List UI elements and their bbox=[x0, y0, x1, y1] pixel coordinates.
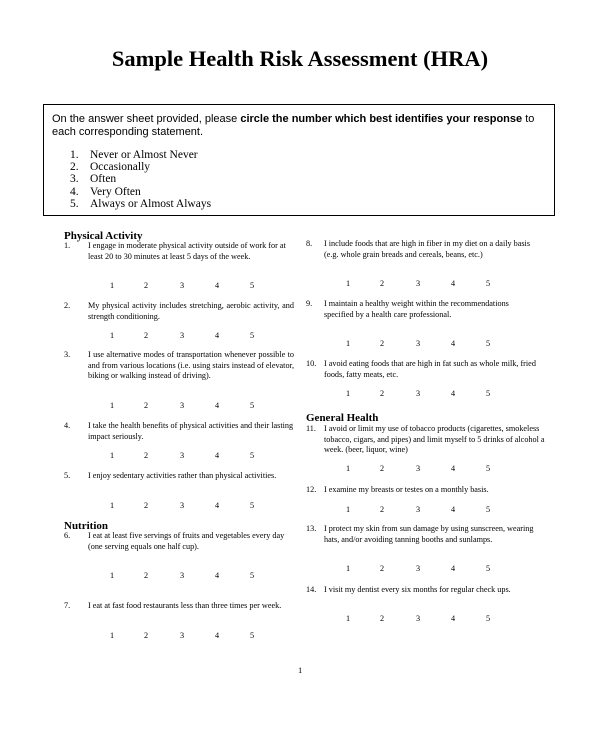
question-text: I use alternative modes of transportation whenever possible to and from various locations (i.e. using stairs instead of elevator, biking or walking instead of driving). bbox=[88, 350, 294, 380]
instructions-after: to each corresponding statement. bbox=[52, 113, 535, 138]
rating-option[interactable]: 2 bbox=[380, 564, 385, 573]
question-number: 9. bbox=[306, 299, 313, 308]
rating-option[interactable]: 2 bbox=[144, 401, 149, 410]
rating-option[interactable]: 4 bbox=[451, 279, 456, 288]
rating-scale bbox=[110, 501, 255, 511]
option-label: Always or Almost Always bbox=[90, 197, 212, 210]
instructions-box bbox=[43, 104, 555, 216]
question-number: 1. bbox=[64, 241, 71, 250]
question-number: 4. bbox=[64, 421, 71, 430]
instructions-emphasis: circle the number which best identifies your response bbox=[240, 113, 523, 125]
rating-scale bbox=[110, 401, 255, 411]
rating-option[interactable]: 5 bbox=[486, 339, 491, 348]
rating-option[interactable]: 5 bbox=[486, 279, 491, 288]
rating-option[interactable]: 3 bbox=[180, 331, 185, 340]
section-heading-nutrition: Nutrition bbox=[64, 520, 108, 532]
option-row bbox=[70, 149, 211, 161]
rating-option[interactable]: 4 bbox=[215, 631, 220, 640]
rating-option[interactable]: 4 bbox=[451, 389, 456, 398]
rating-option[interactable]: 1 bbox=[346, 614, 351, 623]
rating-option[interactable]: 2 bbox=[380, 614, 385, 623]
question-number: 3. bbox=[64, 350, 71, 359]
question-number: 12. bbox=[306, 485, 317, 494]
rating-option[interactable]: 2 bbox=[144, 631, 149, 640]
page-title: Sample Health Risk Assessment (HRA) bbox=[111, 46, 489, 71]
option-label: Occasionally bbox=[90, 161, 151, 174]
question-number: 2. bbox=[64, 301, 71, 310]
rating-option[interactable]: 1 bbox=[110, 501, 115, 510]
option-number: 2. bbox=[70, 161, 79, 174]
option-number: 5. bbox=[70, 197, 79, 210]
rating-option[interactable]: 4 bbox=[215, 401, 220, 410]
rating-option[interactable]: 5 bbox=[250, 281, 255, 290]
rating-option[interactable]: 1 bbox=[110, 451, 115, 460]
rating-option[interactable]: 4 bbox=[451, 564, 456, 573]
rating-option[interactable]: 4 bbox=[451, 614, 456, 623]
rating-option[interactable]: 1 bbox=[110, 571, 115, 580]
rating-option[interactable]: 4 bbox=[451, 464, 456, 473]
option-label: Very Often bbox=[90, 185, 141, 198]
response-options bbox=[70, 149, 211, 210]
rating-scale bbox=[110, 451, 255, 461]
question-text: I protect my skin from sun damage by using sunscreen, wearing hats, and/or avoiding tanning booths and sunlamps. bbox=[324, 524, 534, 544]
question-number: 13. bbox=[306, 524, 317, 533]
option-row bbox=[70, 173, 211, 185]
question-text: I visit my dentist every six months for regular check ups. bbox=[324, 585, 511, 594]
rating-option[interactable]: 5 bbox=[250, 631, 255, 640]
rating-scale bbox=[110, 331, 255, 341]
option-number: 4. bbox=[70, 185, 79, 198]
option-label: Often bbox=[90, 173, 117, 186]
rating-option[interactable]: 4 bbox=[215, 331, 220, 340]
option-row bbox=[70, 161, 211, 173]
rating-option[interactable]: 3 bbox=[416, 389, 421, 398]
rating-option[interactable]: 3 bbox=[180, 631, 185, 640]
rating-option[interactable]: 2 bbox=[380, 279, 385, 288]
rating-option[interactable]: 2 bbox=[144, 281, 149, 290]
question-number: 8. bbox=[306, 239, 313, 248]
rating-option[interactable]: 1 bbox=[110, 631, 115, 640]
rating-scale bbox=[110, 631, 255, 641]
option-row bbox=[70, 198, 211, 210]
rating-option[interactable]: 3 bbox=[180, 501, 185, 510]
rating-option[interactable]: 1 bbox=[110, 401, 115, 410]
rating-option[interactable]: 1 bbox=[110, 281, 115, 290]
rating-scale bbox=[346, 564, 491, 574]
question-text: I include foods that are high in fiber in my diet on a daily basis (e.g. whole grain breads and cereals, beans, etc.) bbox=[324, 239, 531, 259]
rating-scale bbox=[346, 505, 491, 515]
page-number: 1 bbox=[298, 665, 303, 675]
rating-option[interactable]: 5 bbox=[250, 331, 255, 340]
rating-option[interactable]: 3 bbox=[416, 505, 421, 514]
rating-option[interactable]: 2 bbox=[380, 389, 385, 398]
rating-option[interactable]: 1 bbox=[346, 564, 351, 573]
rating-scale bbox=[346, 614, 491, 624]
section-heading-physical-activity: Physical Activity bbox=[64, 230, 143, 242]
rating-option[interactable]: 1 bbox=[110, 331, 115, 340]
rating-option[interactable]: 2 bbox=[144, 571, 149, 580]
rating-option[interactable]: 3 bbox=[180, 451, 185, 460]
rating-option[interactable]: 5 bbox=[486, 505, 491, 514]
question-number: 11. bbox=[306, 424, 316, 433]
rating-option[interactable]: 4 bbox=[451, 339, 456, 348]
rating-option[interactable]: 3 bbox=[180, 401, 185, 410]
rating-option[interactable]: 2 bbox=[144, 331, 149, 340]
rating-option[interactable]: 4 bbox=[215, 281, 220, 290]
instructions-before: On the answer sheet provided, please bbox=[52, 113, 241, 125]
question-number: 14. bbox=[306, 585, 317, 594]
rating-option[interactable]: 5 bbox=[486, 564, 491, 573]
question-text: I enjoy sedentary activities rather than physical activities. bbox=[88, 471, 277, 480]
rating-scale bbox=[346, 279, 491, 289]
rating-option[interactable]: 1 bbox=[346, 464, 351, 473]
rating-scale bbox=[346, 389, 491, 399]
rating-option[interactable]: 5 bbox=[486, 464, 491, 473]
question-text: I engage in moderate physical activity outside of work for at least 20 to 30 minutes at least 5 days of the week. bbox=[88, 241, 286, 261]
rating-option[interactable]: 3 bbox=[416, 564, 421, 573]
rating-option[interactable]: 5 bbox=[486, 389, 491, 398]
rating-option[interactable]: 2 bbox=[144, 451, 149, 460]
rating-option[interactable]: 1 bbox=[346, 279, 351, 288]
rating-option[interactable]: 1 bbox=[346, 339, 351, 348]
rating-scale bbox=[346, 339, 491, 349]
question-number: 7. bbox=[64, 601, 71, 610]
question-text: I take the health benefits of physical activities and their lasting impact seriously. bbox=[88, 421, 294, 441]
rating-option[interactable]: 2 bbox=[380, 505, 385, 514]
option-number: 1. bbox=[70, 149, 79, 161]
rating-option[interactable]: 2 bbox=[380, 464, 385, 473]
rating-option[interactable]: 5 bbox=[250, 401, 255, 410]
question-number: 6. bbox=[64, 531, 71, 540]
rating-option[interactable]: 2 bbox=[144, 501, 149, 510]
question-text: I maintain a healthy weight within the recommendations specified by a health care professional. bbox=[324, 299, 509, 319]
rating-option[interactable]: 3 bbox=[180, 571, 185, 580]
option-row bbox=[70, 186, 211, 198]
question-text: I avoid or limit my use of tobacco products (cigarettes, smokeless tobacco, cigars, and pipes) and limit myself to 5 drinks of alcohol a week. (beer, liquor, wine) bbox=[324, 424, 545, 454]
question-text: My physical activity includes stretching, aerobic activity, and strength conditioning. bbox=[88, 301, 294, 321]
rating-scale bbox=[110, 571, 255, 581]
option-number: 3. bbox=[70, 173, 79, 186]
rating-option[interactable]: 3 bbox=[416, 614, 421, 623]
rating-option[interactable]: 2 bbox=[380, 339, 385, 348]
rating-scale bbox=[346, 464, 491, 474]
rating-option[interactable]: 4 bbox=[215, 571, 220, 580]
rating-option[interactable]: 5 bbox=[250, 451, 255, 460]
rating-scale bbox=[110, 281, 255, 291]
question-number: 10. bbox=[306, 359, 317, 368]
question-text: I eat at fast food restaurants less than three times per week. bbox=[88, 601, 282, 610]
rating-option[interactable]: 3 bbox=[180, 281, 185, 290]
section-heading-general-health: General Health bbox=[306, 412, 379, 424]
rating-option[interactable]: 5 bbox=[486, 614, 491, 623]
question-number: 5. bbox=[64, 471, 71, 480]
rating-option[interactable]: 3 bbox=[416, 464, 421, 473]
rating-option[interactable]: 4 bbox=[215, 451, 220, 460]
rating-option[interactable]: 1 bbox=[346, 389, 351, 398]
rating-option[interactable]: 3 bbox=[416, 279, 421, 288]
rating-option[interactable]: 3 bbox=[416, 339, 421, 348]
question-text: I avoid eating foods that are high in fat such as whole milk, fried foods, fatty meats, etc. bbox=[324, 359, 536, 379]
question-text: I eat at least five servings of fruits and vegetables every day (one serving equals one half cup). bbox=[88, 531, 285, 551]
rating-option[interactable]: 4 bbox=[451, 505, 456, 514]
question-text: I examine my breasts or testes on a monthly basis. bbox=[324, 485, 489, 494]
rating-option[interactable]: 4 bbox=[215, 501, 220, 510]
instructions-text bbox=[52, 113, 548, 139]
option-label: Never or Almost Never bbox=[90, 149, 198, 161]
rating-option[interactable]: 1 bbox=[346, 505, 351, 514]
rating-option[interactable]: 5 bbox=[250, 501, 255, 510]
rating-option[interactable]: 5 bbox=[250, 571, 255, 580]
